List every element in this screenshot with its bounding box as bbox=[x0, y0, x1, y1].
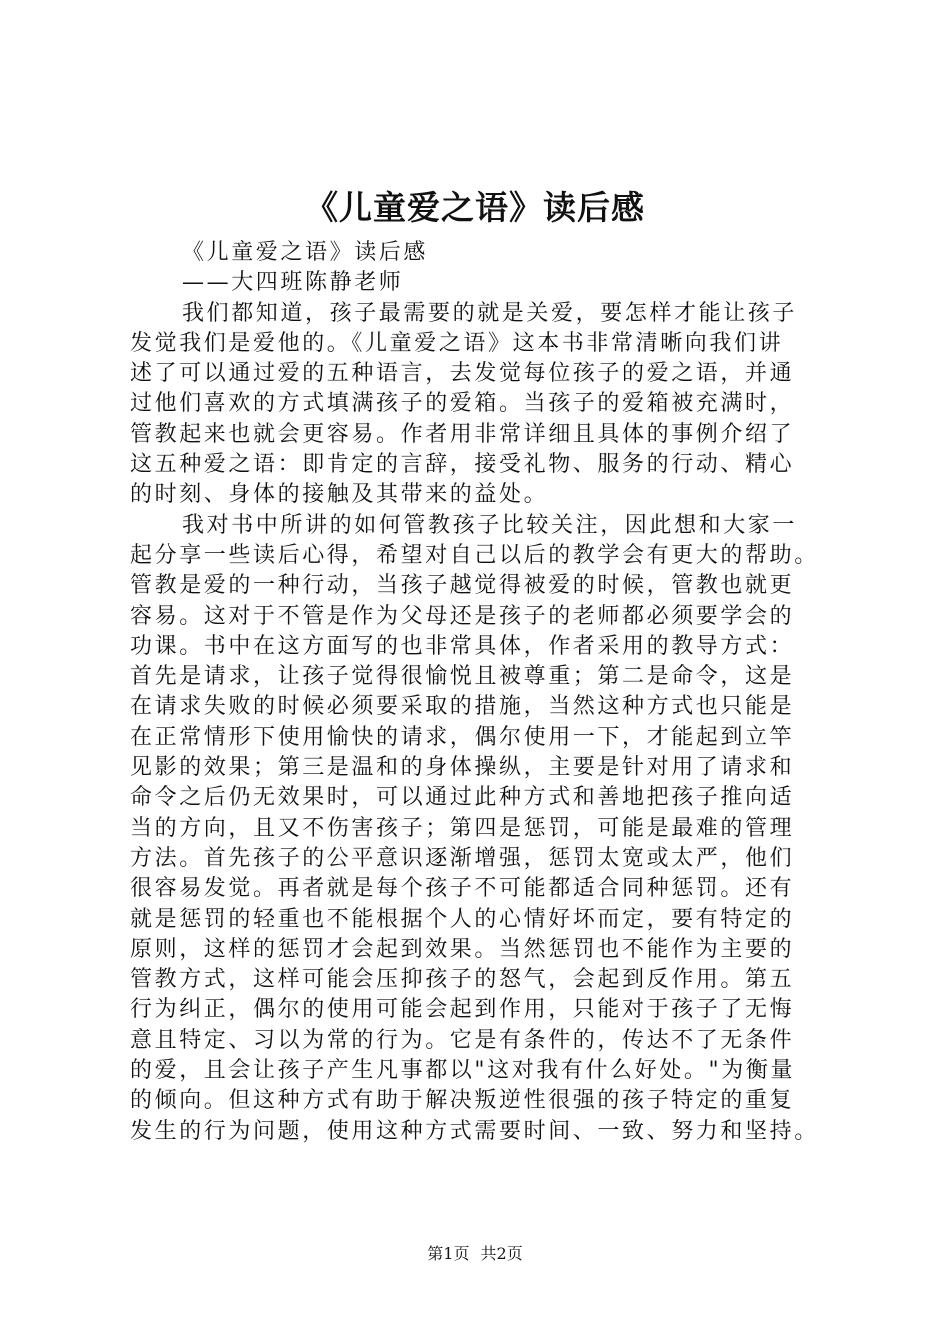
text-line: 管教是爱的一种行动，当孩子越觉得被爱的时候，管教也就更 bbox=[130, 573, 795, 599]
text-line: 管教方式，这样可能会压抑孩子的怒气，会起到反作用。第五 bbox=[130, 967, 795, 993]
text-line: 命令之后仍无效果时，可以通过此种方式和善地把孩子推向适 bbox=[130, 785, 795, 811]
text-line: 当的方向，且又不伤害孩子；第四是惩罚，可能是最难的管理 bbox=[130, 815, 795, 841]
page-number-current: 第1页 bbox=[427, 1244, 470, 1263]
text-line: 这五种爱之语：即肯定的言辞，接受礼物、服务的行动、精心 bbox=[130, 452, 795, 478]
text-line: 原则，这样的惩罚才会起到效果。当然惩罚也不能作为主要的 bbox=[130, 936, 795, 962]
text-line: 过他们喜欢的方式填满孩子的爱箱。当孩子的爱箱被充满时， bbox=[130, 391, 795, 417]
text-line: 发觉我们是爱他的。《儿童爱之语》这本书非常清晰向我们讲 bbox=[130, 330, 784, 356]
text-line: 我们都知道，孩子最需要的就是关爱，要怎样才能让孩子 bbox=[182, 300, 798, 326]
text-line: 在正常情形下使用愉快的请求，偶尔使用一下，才能起到立竿 bbox=[130, 724, 795, 750]
text-line: 见影的效果；第三是温和的身体操纵，主要是针对用了请求和 bbox=[130, 755, 795, 781]
text-line: 述了可以通过爱的五种语言，去发觉每位孩子的爱之语，并通 bbox=[130, 361, 795, 387]
text-line: 的爱，且会让孩子产生凡事都以"这对我有什么好处。"为衡量 bbox=[130, 1058, 796, 1084]
text-line: 我对书中所讲的如何管教孩子比较关注，因此想和大家一 bbox=[182, 512, 798, 538]
document-body bbox=[130, 238, 835, 1147]
text-line: 首先是请求，让孩子觉得很愉悦且被尊重；第二是命令，这是 bbox=[130, 664, 795, 690]
document-title: 《儿童爱之语》读后感 bbox=[305, 188, 645, 227]
text-line: 容易。这对于不管是作为父母还是孩子的老师都必须要学会的 bbox=[130, 603, 795, 629]
text-line: 很容易发觉。再者就是每个孩子不可能都适合同种惩罚。还有 bbox=[130, 876, 795, 902]
text-line: 功课。书中在这方面写的也非常具体，作者采用的教导方式： bbox=[130, 633, 795, 659]
text-line: 的时刻、身体的接触及其带来的益处。 bbox=[130, 482, 549, 508]
page-number-total: 共2页 bbox=[480, 1244, 523, 1263]
text-line: 意且特定、习以为常的行为。它是有条件的，传达不了无条件 bbox=[130, 1027, 795, 1053]
text-line: 发生的行为问题，使用这种方式需要时间、一致、努力和坚持。 bbox=[130, 1118, 819, 1144]
text-line: 在请求失败的时候必须要采取的措施，当然这种方式也只能是 bbox=[130, 694, 795, 720]
text-line: 起分享一些读后心得，希望对自己以后的教学会有更大的帮助。 bbox=[130, 542, 819, 568]
text-line: 就是惩罚的轻重也不能根据个人的心情好坏而定，要有特定的 bbox=[130, 906, 795, 932]
text-line: 行为纠正，偶尔的使用可能会起到作用，只能对于孩子了无悔 bbox=[130, 997, 795, 1023]
page-footer bbox=[0, 1243, 950, 1265]
text-line: 管教起来也就会更容易。作者用非常详细且具体的事例介绍了 bbox=[130, 421, 795, 447]
author-line: ——大四班陈静老师 bbox=[182, 270, 404, 296]
text-line: 方法。首先孩子的公平意识逐渐增强，惩罚太宽或太严，他们 bbox=[130, 845, 795, 871]
subtitle-line: 《儿童爱之语》读后感 bbox=[182, 240, 429, 265]
text-line: 的倾向。但这种方式有助于解决叛逆性很强的孩子特定的重复 bbox=[130, 1088, 795, 1114]
